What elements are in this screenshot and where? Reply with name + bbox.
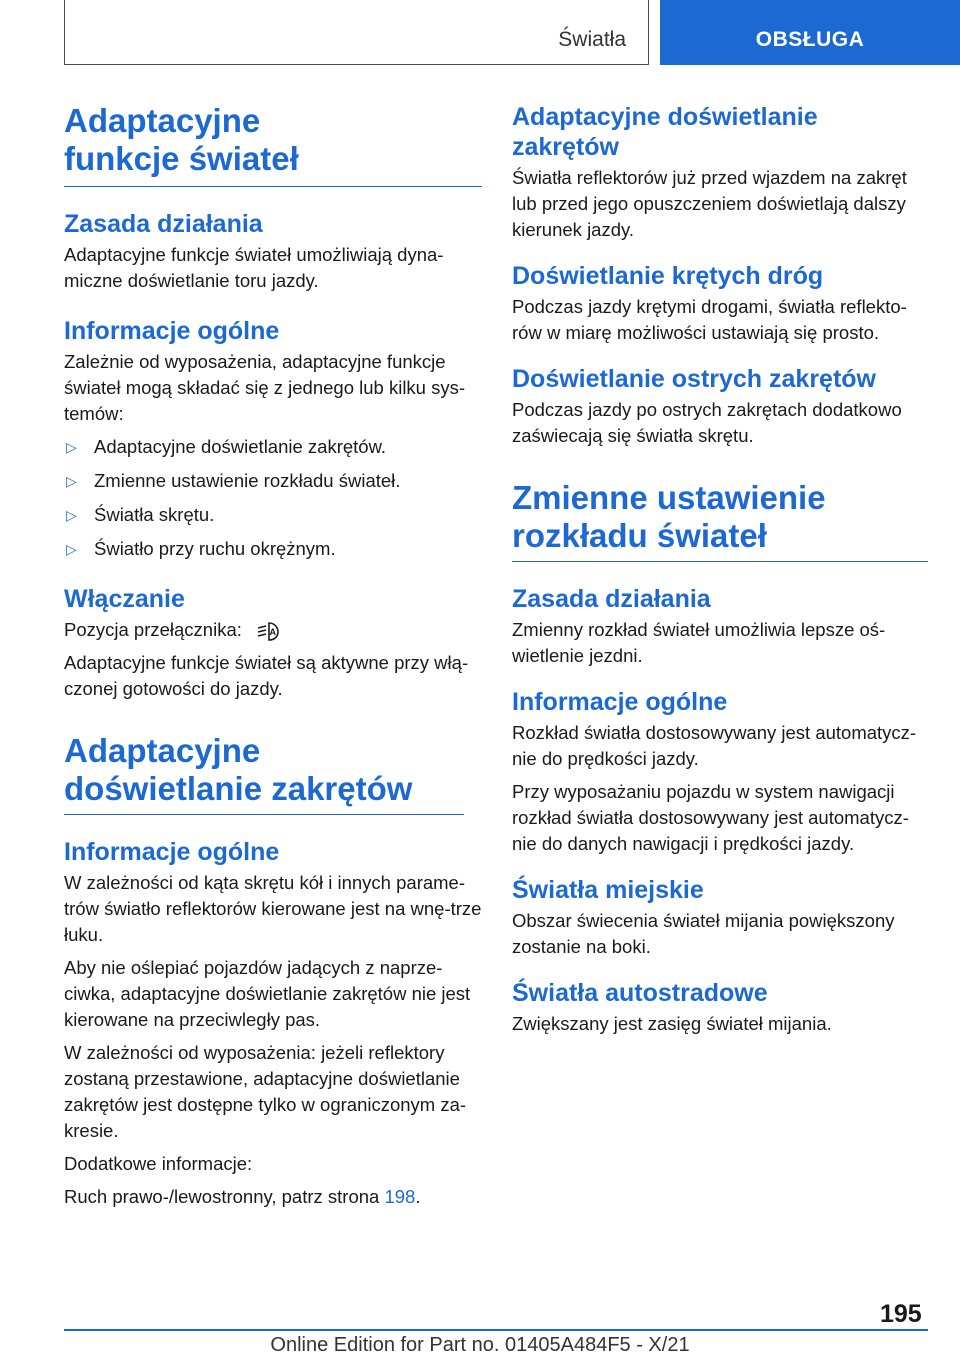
section-title: Światła	[558, 28, 626, 51]
text-curve-p4: Dodatkowe informacje:	[64, 1153, 253, 1175]
heading-rule	[64, 186, 482, 187]
section-winding-roads	[512, 261, 928, 346]
section-variable-general-info	[512, 687, 928, 857]
heading-variable-principle: Zasada działania	[512, 585, 711, 613]
text-switching-on: Adaptacyjne funkcje świateł są aktywne przy włą-czonej gotowości do jazdy.	[64, 652, 469, 700]
heading-switching-on: Włączanie	[64, 585, 185, 613]
svg-text:A: A	[269, 627, 277, 638]
text-motorway-lights: Zwiększany jest zasięg świateł mijania.	[512, 1013, 832, 1034]
section-adaptive-curve	[512, 102, 928, 243]
section-switching-on	[64, 584, 482, 702]
list-item: ▷ Zmienne ustawienie rozkładu świateł.	[64, 468, 482, 494]
systems-list	[64, 434, 482, 562]
edition-footer: Online Edition for Part no. 01405A484F5 - X/21	[270, 1334, 690, 1356]
triangle-bullet-icon: ▷	[66, 439, 77, 455]
header-frame	[64, 0, 649, 65]
text-sharp-curves: Podczas jazdy po ostrych zakrętach dodatkowo zaświecają się światła skrętu.	[512, 399, 902, 446]
list-item: ▷ Światła skrętu.	[64, 502, 482, 528]
heading-general-info: Informacje ogólne	[64, 317, 280, 345]
section-principle	[64, 209, 482, 294]
text-principle: Adaptacyjne funkcje świateł umożliwiają dyna-miczne doświetlanie toru jazdy.	[64, 244, 444, 291]
triangle-bullet-icon: ▷	[66, 473, 77, 489]
section-city-lights	[512, 875, 928, 960]
section-curve-general-info	[64, 837, 482, 1210]
list-item: ▷ Światło przy ruchu okrężnym.	[64, 536, 482, 562]
heading-variable-general-info: Informacje ogólne	[512, 688, 728, 716]
text-variable-principle: Zmienny rozkład świateł umożliwia lepsze oś-wietlenie jezdni.	[512, 619, 886, 666]
section-general-info	[64, 316, 482, 562]
automatic-headlight-icon	[255, 619, 281, 643]
section-sharp-curves	[512, 364, 928, 449]
heading-adaptive-functions: Adaptacyjne funkcje świateł	[64, 102, 299, 177]
heading-adaptive-curve-light: Adaptacyjne doświetlanie zakrętów	[64, 732, 464, 815]
heading-variable-light-distribution: Zmienne ustawienie rozkładu świateł	[512, 479, 928, 562]
text-curve-p5: Ruch prawo-/lewostronny, patrz strona 198.	[64, 1186, 421, 1208]
list-item: ▷ Adaptacyjne doświetlanie zakrętów.	[64, 434, 482, 460]
footer-rule	[64, 1329, 928, 1331]
chapter-tab[interactable]	[660, 0, 960, 65]
text-adaptive-curve: Światła reflektorów już przed wjazdem na zakręt lub przed jego opuszczeniem doświetlają dalszy kierunek jazdy.	[512, 167, 907, 240]
text-winding-roads: Podczas jazdy krętymi drogami, światła reflekto-rów w miarę możliwości ustawiają się prosto.	[512, 296, 907, 343]
text-general-info: Zależnie od wyposażenia, adaptacyjne funkcje świateł mogą składać się z jednego lub kilku sys-temów:	[64, 351, 466, 424]
text-city-lights: Obszar świecenia świateł mijania powiększony zostanie na boki.	[512, 910, 895, 957]
heading-winding-roads: Doświetlanie krętych dróg	[512, 262, 824, 290]
section-variable-principle	[512, 584, 928, 669]
right-column	[512, 102, 928, 1059]
text-switch-position: Pozycja przełącznika: A	[64, 617, 482, 643]
triangle-bullet-icon: ▷	[66, 541, 77, 557]
heading-curve-general-info: Informacje ogólne	[64, 838, 280, 867]
heading-principle: Zasada działania	[64, 210, 263, 238]
text-curve-p2: Aby nie oślepiać pojazdów jadących z naprze-ciwka, adaptacyjne doświetlanie zakrętów nie jest kierowane na przeciwległy pas.	[64, 957, 471, 1031]
section-motorway-lights	[512, 978, 928, 1037]
text-variable-info-p2: Przy wyposażaniu pojazdu w system nawigacji rozkład światła dostosowywany jest automatycz-nie do danych nawigacji i prędkości jazdy.	[512, 781, 909, 854]
triangle-bullet-icon: ▷	[66, 507, 77, 523]
text-curve-p1: W zależności od kąta skrętu kół i innych parame-trów światło reflektorów kierowane jest na wnę-trze łuku.	[64, 872, 482, 946]
left-column	[64, 102, 482, 1232]
heading-adaptive-curve: Adaptacyjne doświetlanie zakrętów	[512, 103, 818, 161]
page-reference-link[interactable]: 198	[384, 1186, 416, 1208]
heading-motorway-lights: Światła autostradowe	[512, 979, 768, 1007]
heading-city-lights: Światła miejskie	[512, 876, 704, 904]
text-variable-info-p1: Rozkład światła dostosowywany jest automatycz-nie do prędkości jazdy.	[512, 722, 917, 769]
heading-sharp-curves: Doświetlanie ostrych zakrętów	[512, 365, 877, 393]
text-curve-p3: W zależności od wyposażenia: jeżeli reflektory zostaną przestawione, adaptacyjne doświetlanie zakrętów jest dostępne tylko w ograniczonym za-kresie.	[64, 1042, 467, 1142]
page-number: 195	[880, 1300, 922, 1328]
chapter-title: OBSŁUGA	[755, 28, 865, 51]
